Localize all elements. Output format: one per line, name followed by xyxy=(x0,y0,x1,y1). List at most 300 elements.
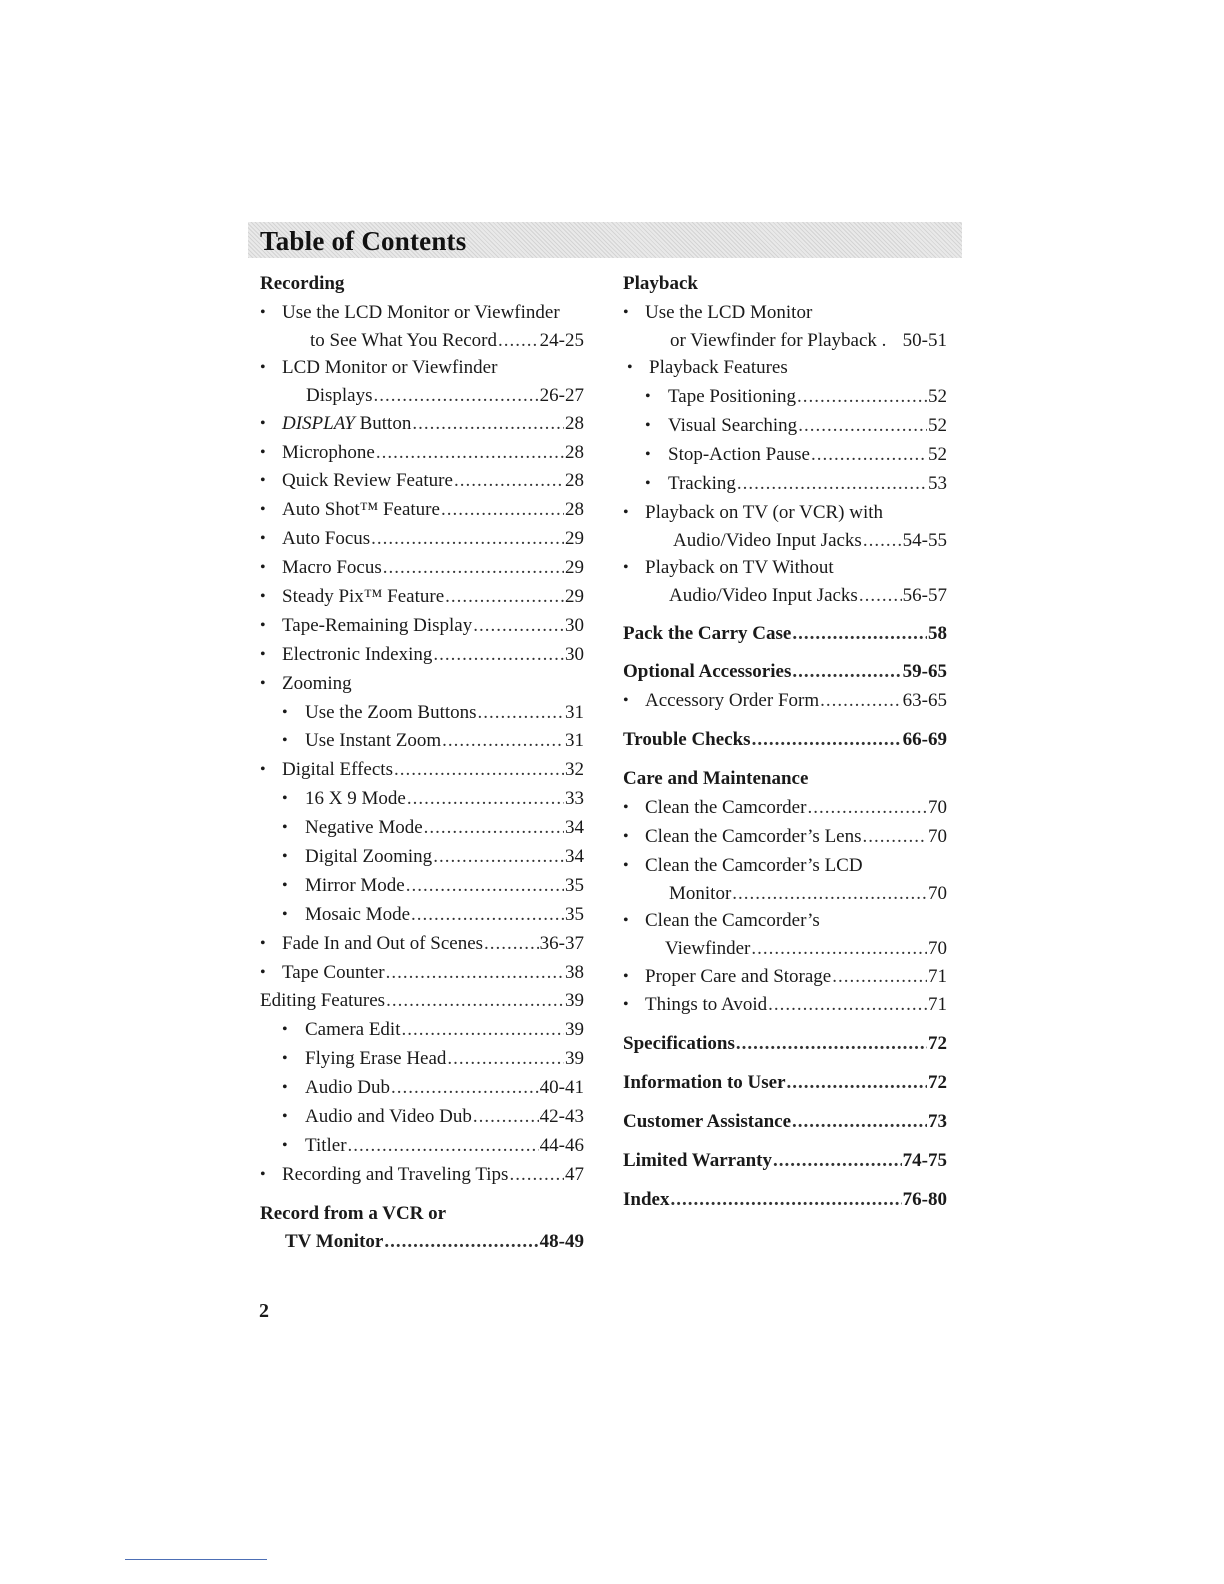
toc-entry-line xyxy=(282,410,584,439)
toc-entry-title: Audio/Video Input Jacks xyxy=(673,528,863,555)
toc-entry-line xyxy=(305,1132,584,1161)
toc-entry[interactable] xyxy=(623,1030,947,1059)
page-ref: 56-57 xyxy=(902,585,947,607)
dot-leader xyxy=(792,620,927,649)
toc-entry-line xyxy=(282,670,584,699)
toc-entry-line xyxy=(282,641,584,670)
toc-entry-line xyxy=(623,726,947,755)
toc-entry[interactable] xyxy=(623,907,947,936)
toc-entry-title: Monitor xyxy=(669,881,732,908)
toc-entry[interactable] xyxy=(260,959,584,988)
toc-entry[interactable] xyxy=(260,843,584,872)
bullet-icon: • xyxy=(260,443,266,461)
toc-entry-line xyxy=(285,1229,584,1256)
toc-entry-title: Trouble Checks xyxy=(623,726,752,755)
toc-entry-line xyxy=(305,843,584,872)
toc-entry[interactable] xyxy=(260,410,584,439)
toc-entry[interactable] xyxy=(623,1069,947,1098)
toc-entry-title: Mirror Mode xyxy=(305,872,406,901)
page-ref: 50-51 xyxy=(902,329,947,351)
dot-leader xyxy=(820,687,902,716)
toc-entry-title: Steady Pix™ Feature xyxy=(282,583,445,612)
toc-entry-line xyxy=(645,554,947,583)
toc-entry-line xyxy=(623,270,947,299)
toc-entry[interactable] xyxy=(260,328,584,355)
toc-entry-line xyxy=(282,959,584,988)
bullet-icon: • xyxy=(260,934,266,952)
page-ref: 52 xyxy=(928,415,947,437)
page-ref: 66-69 xyxy=(902,729,947,751)
dot-leader xyxy=(787,1069,927,1098)
toc-entry-line xyxy=(623,1030,947,1059)
toc-entry-line xyxy=(282,756,584,785)
page-ref: 59-65 xyxy=(902,661,947,683)
page-ref: 39 xyxy=(565,1019,584,1041)
toc-entry[interactable] xyxy=(260,1161,584,1190)
dot-leader xyxy=(792,1108,927,1137)
page-ref: 74-75 xyxy=(902,1149,947,1171)
dot-leader xyxy=(863,823,928,852)
toc-entry-title: Recording xyxy=(260,270,345,299)
toc-entry[interactable] xyxy=(623,1186,947,1215)
toc-entry-title: Audio and Video Dub xyxy=(305,1103,473,1132)
dot-leader xyxy=(859,583,902,610)
dot-leader xyxy=(374,383,539,410)
toc-entry[interactable] xyxy=(260,641,584,670)
toc-entry-line xyxy=(305,1074,584,1103)
toc-entry-title: Tape Counter xyxy=(282,959,386,988)
page-ref: 70 xyxy=(928,882,947,904)
dot-leader xyxy=(433,843,564,872)
toc-entry-title: Auto Focus xyxy=(282,525,371,554)
dot-leader xyxy=(424,814,564,843)
toc-entry[interactable] xyxy=(623,441,947,470)
toc-entry-title: Negative Mode xyxy=(305,814,424,843)
bullet-icon: • xyxy=(645,388,651,406)
dot-leader xyxy=(792,658,901,687)
dot-leader xyxy=(737,470,927,499)
bullet-icon: • xyxy=(623,827,629,845)
dot-leader xyxy=(773,1147,902,1176)
toc-entry-line xyxy=(306,383,584,410)
dot-leader xyxy=(797,383,927,412)
toc-entry[interactable] xyxy=(623,554,947,583)
dot-leader xyxy=(406,872,564,901)
toc-entry-title: Specifications xyxy=(623,1030,736,1059)
bullet-icon: • xyxy=(282,703,288,721)
dot-leader xyxy=(752,726,902,755)
page-ref: 70 xyxy=(928,938,947,960)
toc-left-column xyxy=(260,270,584,1255)
toc-entry-title: Accessory Order Form xyxy=(645,687,820,716)
toc-entry-title: Use Instant Zoom xyxy=(305,727,442,756)
toc-entry-title: Use the Zoom Buttons xyxy=(305,699,478,728)
dot-leader xyxy=(798,412,927,441)
toc-entry-line xyxy=(668,412,947,441)
toc-entry-line xyxy=(305,872,584,901)
toc-entry[interactable] xyxy=(623,687,947,716)
page-ref: 42-43 xyxy=(539,1106,584,1128)
toc-entry-title: Displays xyxy=(306,383,374,410)
toc-entry-line xyxy=(623,658,947,687)
toc-entry-line xyxy=(260,270,584,299)
toc-right-column xyxy=(623,270,947,1215)
toc-entry-title xyxy=(282,410,412,439)
toc-entry-title: Microphone xyxy=(282,439,376,468)
toc-entry-title: Clean the Camcorder’s Lens xyxy=(645,823,863,852)
toc-entry-line xyxy=(305,699,584,728)
toc-entry-title: Zooming xyxy=(282,670,353,699)
page-ref: 24-25 xyxy=(539,329,584,351)
dot-leader xyxy=(371,525,564,554)
dot-leader xyxy=(736,1030,927,1059)
toc-entry[interactable] xyxy=(260,383,584,410)
toc-entry-line xyxy=(305,814,584,843)
page-ref: 28 xyxy=(565,470,584,492)
dot-leader xyxy=(433,641,564,670)
toc-entry-line xyxy=(645,823,947,852)
page-ref: 29 xyxy=(565,528,584,550)
toc-entry-title: Clean the Camcorder’s xyxy=(645,907,821,936)
bullet-icon: • xyxy=(260,359,266,377)
page-ref: 48-49 xyxy=(539,1230,584,1252)
page-ref: 31 xyxy=(565,701,584,723)
page-ref: 54-55 xyxy=(902,529,947,551)
toc-entry[interactable] xyxy=(260,930,584,959)
dot-leader xyxy=(751,936,927,963)
dot-leader xyxy=(447,1045,564,1074)
bullet-icon: • xyxy=(260,645,266,663)
toc-entry[interactable] xyxy=(260,583,584,612)
toc-entry-title: Quick Review Feature xyxy=(282,467,454,496)
bullet-icon: • xyxy=(282,1050,288,1068)
toc-entry-title: TV Monitor xyxy=(285,1229,384,1256)
dot-leader xyxy=(386,959,564,988)
toc-entry-title: Macro Focus xyxy=(282,554,383,583)
toc-banner xyxy=(248,222,962,258)
dot-leader xyxy=(454,467,564,496)
page-ref: 76-80 xyxy=(902,1188,947,1210)
bullet-icon: • xyxy=(260,963,266,981)
toc-entry-line xyxy=(645,299,947,328)
toc-entry-line xyxy=(282,525,584,554)
page-ref: 52 xyxy=(928,443,947,465)
toc-entry[interactable] xyxy=(260,612,584,641)
toc-entry[interactable] xyxy=(623,528,947,555)
toc-entry-title: Information to User xyxy=(623,1069,787,1098)
toc-entry[interactable] xyxy=(260,901,584,930)
toc-entry[interactable] xyxy=(623,1147,947,1176)
toc-entry-title: Care and Maintenance xyxy=(623,765,809,794)
toc-entry-title: Tracking xyxy=(668,470,737,499)
dot-leader xyxy=(441,496,564,525)
toc-entry-title: Visual Searching xyxy=(668,412,798,441)
toc-entry-line xyxy=(665,936,947,963)
bullet-icon: • xyxy=(260,303,266,321)
toc-entry-line xyxy=(310,328,584,355)
toc-entry-line xyxy=(623,1108,947,1137)
toc-entry-title: Auto Shot™ Feature xyxy=(282,496,441,525)
toc-entry[interactable] xyxy=(623,1108,947,1137)
toc-entry[interactable] xyxy=(623,354,947,383)
toc-entry[interactable] xyxy=(260,1016,584,1045)
toc-entry-title: Playback xyxy=(623,270,699,299)
page-ref: 28 xyxy=(565,499,584,521)
dot-leader xyxy=(384,1229,538,1256)
toc-entry-title: Use the LCD Monitor or Viewfinder xyxy=(282,299,561,328)
toc-entry-title: Proper Care and Storage xyxy=(645,963,832,992)
page-ref: 38 xyxy=(565,961,584,983)
toc-entry[interactable] xyxy=(260,699,584,728)
dot-leader xyxy=(732,881,927,908)
page-title: Table of Contents xyxy=(260,226,467,256)
dot-leader xyxy=(473,612,564,641)
toc-entry-title: Record from a VCR or xyxy=(260,1200,447,1229)
page-ref: 72 xyxy=(928,1072,947,1094)
toc-entry-line xyxy=(645,499,947,528)
page-ref: 32 xyxy=(565,759,584,781)
toc-entry-line xyxy=(645,907,947,936)
toc-entry-line xyxy=(305,901,584,930)
toc-entry-title: LCD Monitor or Viewfinder xyxy=(282,354,498,383)
page-ref: 35 xyxy=(565,903,584,925)
dot-leader xyxy=(509,1161,564,1190)
toc-entry[interactable] xyxy=(260,1229,584,1256)
toc-entry[interactable] xyxy=(260,439,584,468)
bullet-icon: • xyxy=(623,996,629,1014)
dot-leader xyxy=(473,1103,539,1132)
toc-entry-line xyxy=(282,583,584,612)
dot-leader xyxy=(807,794,927,823)
page-ref: 34 xyxy=(565,817,584,839)
toc-entry[interactable] xyxy=(260,1132,584,1161)
toc-entry-line xyxy=(282,930,584,959)
page-ref: 58 xyxy=(928,622,947,644)
dot-leader xyxy=(484,930,539,959)
toc-entry-line xyxy=(668,441,947,470)
toc-entry-line xyxy=(623,1147,947,1176)
toc-entry-title: Electronic Indexing xyxy=(282,641,433,670)
bullet-icon: • xyxy=(627,359,633,377)
toc-entry[interactable] xyxy=(260,1200,584,1229)
toc-entry-title: Things to Avoid xyxy=(645,991,768,1020)
toc-entry[interactable] xyxy=(260,987,584,1016)
page-ref: 31 xyxy=(565,730,584,752)
page-ref: 40-41 xyxy=(539,1077,584,1099)
toc-entry-line xyxy=(282,496,584,525)
bullet-icon: • xyxy=(645,417,651,435)
toc-entry[interactable] xyxy=(623,765,947,794)
bullet-icon: • xyxy=(282,876,288,894)
toc-entry-line xyxy=(260,987,584,1016)
dot-leader xyxy=(407,785,564,814)
toc-entry[interactable] xyxy=(260,525,584,554)
toc-entry-line xyxy=(305,727,584,756)
toc-entry[interactable] xyxy=(260,670,584,699)
toc-entry-title: Camera Edit xyxy=(305,1016,402,1045)
toc-entry[interactable] xyxy=(623,963,947,992)
toc-entry[interactable] xyxy=(623,620,947,649)
toc-entry-title: Clean the Camcorder’s LCD xyxy=(645,852,864,881)
bullet-icon: • xyxy=(260,1165,266,1183)
bullet-icon: • xyxy=(282,819,288,837)
toc-entry-title: Index xyxy=(623,1186,670,1215)
page-ref: 52 xyxy=(928,386,947,408)
toc-entry[interactable] xyxy=(623,726,947,755)
toc-entry[interactable] xyxy=(260,1103,584,1132)
bottom-rule xyxy=(125,1559,267,1560)
toc-entry[interactable] xyxy=(260,785,584,814)
dot-leader xyxy=(442,727,564,756)
bullet-icon: • xyxy=(623,912,629,930)
dot-leader xyxy=(832,963,927,992)
toc-entry[interactable] xyxy=(623,936,947,963)
bullet-icon: • xyxy=(260,588,266,606)
toc-entry-line xyxy=(282,467,584,496)
toc-entry-title: Stop-Action Pause xyxy=(668,441,811,470)
toc-entry-title: Viewfinder xyxy=(665,936,751,963)
toc-entry-title: Fade In and Out of Scenes xyxy=(282,930,484,959)
toc-entry[interactable] xyxy=(623,823,947,852)
toc-entry[interactable] xyxy=(260,872,584,901)
toc-entry-line xyxy=(645,991,947,1020)
toc-entry-title-rest: Button xyxy=(354,412,412,434)
bullet-icon: • xyxy=(282,790,288,808)
toc-entry-line xyxy=(670,328,947,355)
bullet-icon: • xyxy=(623,692,629,710)
page-ref: 30 xyxy=(565,614,584,636)
toc-entry[interactable] xyxy=(623,881,947,908)
page-ref: 63-65 xyxy=(902,690,947,712)
toc-entry[interactable] xyxy=(260,299,584,328)
toc-entry-title: Audio Dub xyxy=(305,1074,391,1103)
toc-entry-line xyxy=(623,765,947,794)
page-ref: 26-27 xyxy=(539,385,584,407)
toc-entry-title: Limited Warranty xyxy=(623,1147,773,1176)
bullet-icon: • xyxy=(623,967,629,985)
toc-entry-line xyxy=(669,583,947,610)
toc-entry[interactable] xyxy=(260,814,584,843)
toc-entry[interactable] xyxy=(623,852,947,881)
dot-leader xyxy=(863,528,902,555)
toc-entry[interactable] xyxy=(260,1074,584,1103)
toc-entry[interactable] xyxy=(260,727,584,756)
dot-leader xyxy=(411,901,564,930)
page-number: 2 xyxy=(259,1300,269,1322)
toc-entry-title: Editing Features xyxy=(260,987,386,1016)
toc-entry[interactable] xyxy=(260,496,584,525)
toc-entry[interactable] xyxy=(260,467,584,496)
toc-entry[interactable] xyxy=(623,328,947,355)
bullet-icon: • xyxy=(623,798,629,816)
toc-entry-title: to See What You Record xyxy=(310,328,498,355)
page-ref: 70 xyxy=(928,825,947,847)
page-ref: 72 xyxy=(928,1033,947,1055)
toc-entry[interactable] xyxy=(623,658,947,687)
page-ref: 34 xyxy=(565,846,584,868)
bullet-icon: • xyxy=(260,559,266,577)
page-ref: 36-37 xyxy=(539,932,584,954)
toc-entry-line xyxy=(282,354,584,383)
dot-leader xyxy=(670,1186,901,1215)
bullet-icon: • xyxy=(260,530,266,548)
toc-entry-title: Tape-Remaining Display xyxy=(282,612,473,641)
page-ref: 39 xyxy=(565,990,584,1012)
page-ref: 28 xyxy=(565,412,584,434)
bullet-icon: • xyxy=(260,761,266,779)
bullet-icon: • xyxy=(282,848,288,866)
toc-entry-line xyxy=(669,881,947,908)
bullet-icon: • xyxy=(623,559,629,577)
dot-leader xyxy=(498,328,539,355)
toc-entry[interactable] xyxy=(623,583,947,610)
toc-entry[interactable] xyxy=(623,794,947,823)
toc-entry-title: Audio/Video Input Jacks xyxy=(669,583,859,610)
toc-entry-title: Use the LCD Monitor xyxy=(645,299,813,328)
dot-leader xyxy=(811,441,927,470)
page-ref: 53 xyxy=(928,472,947,494)
toc-entry[interactable] xyxy=(623,270,947,299)
toc-entry-title: Titler xyxy=(305,1132,348,1161)
dot-leader xyxy=(478,699,564,728)
toc-entry-line xyxy=(305,1045,584,1074)
dot-leader xyxy=(376,439,564,468)
toc-entry-line xyxy=(645,963,947,992)
toc-entry[interactable] xyxy=(260,554,584,583)
toc-entry-title: Customer Assistance xyxy=(623,1108,792,1137)
bullet-icon: • xyxy=(282,1108,288,1126)
bullet-icon: • xyxy=(282,1079,288,1097)
toc-entry[interactable] xyxy=(623,499,947,528)
page-ref: 28 xyxy=(565,441,584,463)
bullet-icon: • xyxy=(260,414,266,432)
toc-entry-line xyxy=(260,1200,584,1229)
page-ref: 70 xyxy=(928,796,947,818)
toc-entry-line xyxy=(668,383,947,412)
toc-entry[interactable] xyxy=(260,1045,584,1074)
toc-entry[interactable] xyxy=(623,299,947,328)
toc-entry-line xyxy=(305,1016,584,1045)
page-ref: 71 xyxy=(928,994,947,1016)
toc-entry[interactable] xyxy=(260,756,584,785)
toc-entry[interactable] xyxy=(260,270,584,299)
toc-entry-title: Clean the Camcorder xyxy=(645,794,807,823)
bullet-icon: • xyxy=(282,905,288,923)
toc-entry-title: or Viewfinder for Playback . xyxy=(670,328,887,355)
bullet-icon: • xyxy=(260,674,266,692)
dot-leader xyxy=(386,987,564,1016)
page-ref: 35 xyxy=(565,874,584,896)
toc-entry-line xyxy=(623,1069,947,1098)
toc-entry[interactable] xyxy=(623,991,947,1020)
toc-entry[interactable] xyxy=(623,412,947,441)
page-ref: 39 xyxy=(565,1048,584,1070)
dot-leader xyxy=(394,756,564,785)
toc-entry-title: Flying Erase Head xyxy=(305,1045,447,1074)
page-ref: 44-46 xyxy=(539,1134,584,1156)
bullet-icon: • xyxy=(645,445,651,463)
toc-entry-title: Tape Positioning xyxy=(668,383,797,412)
toc-entry-title: Digital Effects xyxy=(282,756,394,785)
dot-leader xyxy=(445,583,564,612)
toc-entry-title: 16 X 9 Mode xyxy=(305,785,407,814)
dot-leader xyxy=(402,1016,565,1045)
toc-entry[interactable] xyxy=(260,354,584,383)
page-ref: 29 xyxy=(565,557,584,579)
toc-entry[interactable] xyxy=(623,470,947,499)
toc-entry[interactable] xyxy=(623,383,947,412)
toc-entry-title: Digital Zooming xyxy=(305,843,433,872)
